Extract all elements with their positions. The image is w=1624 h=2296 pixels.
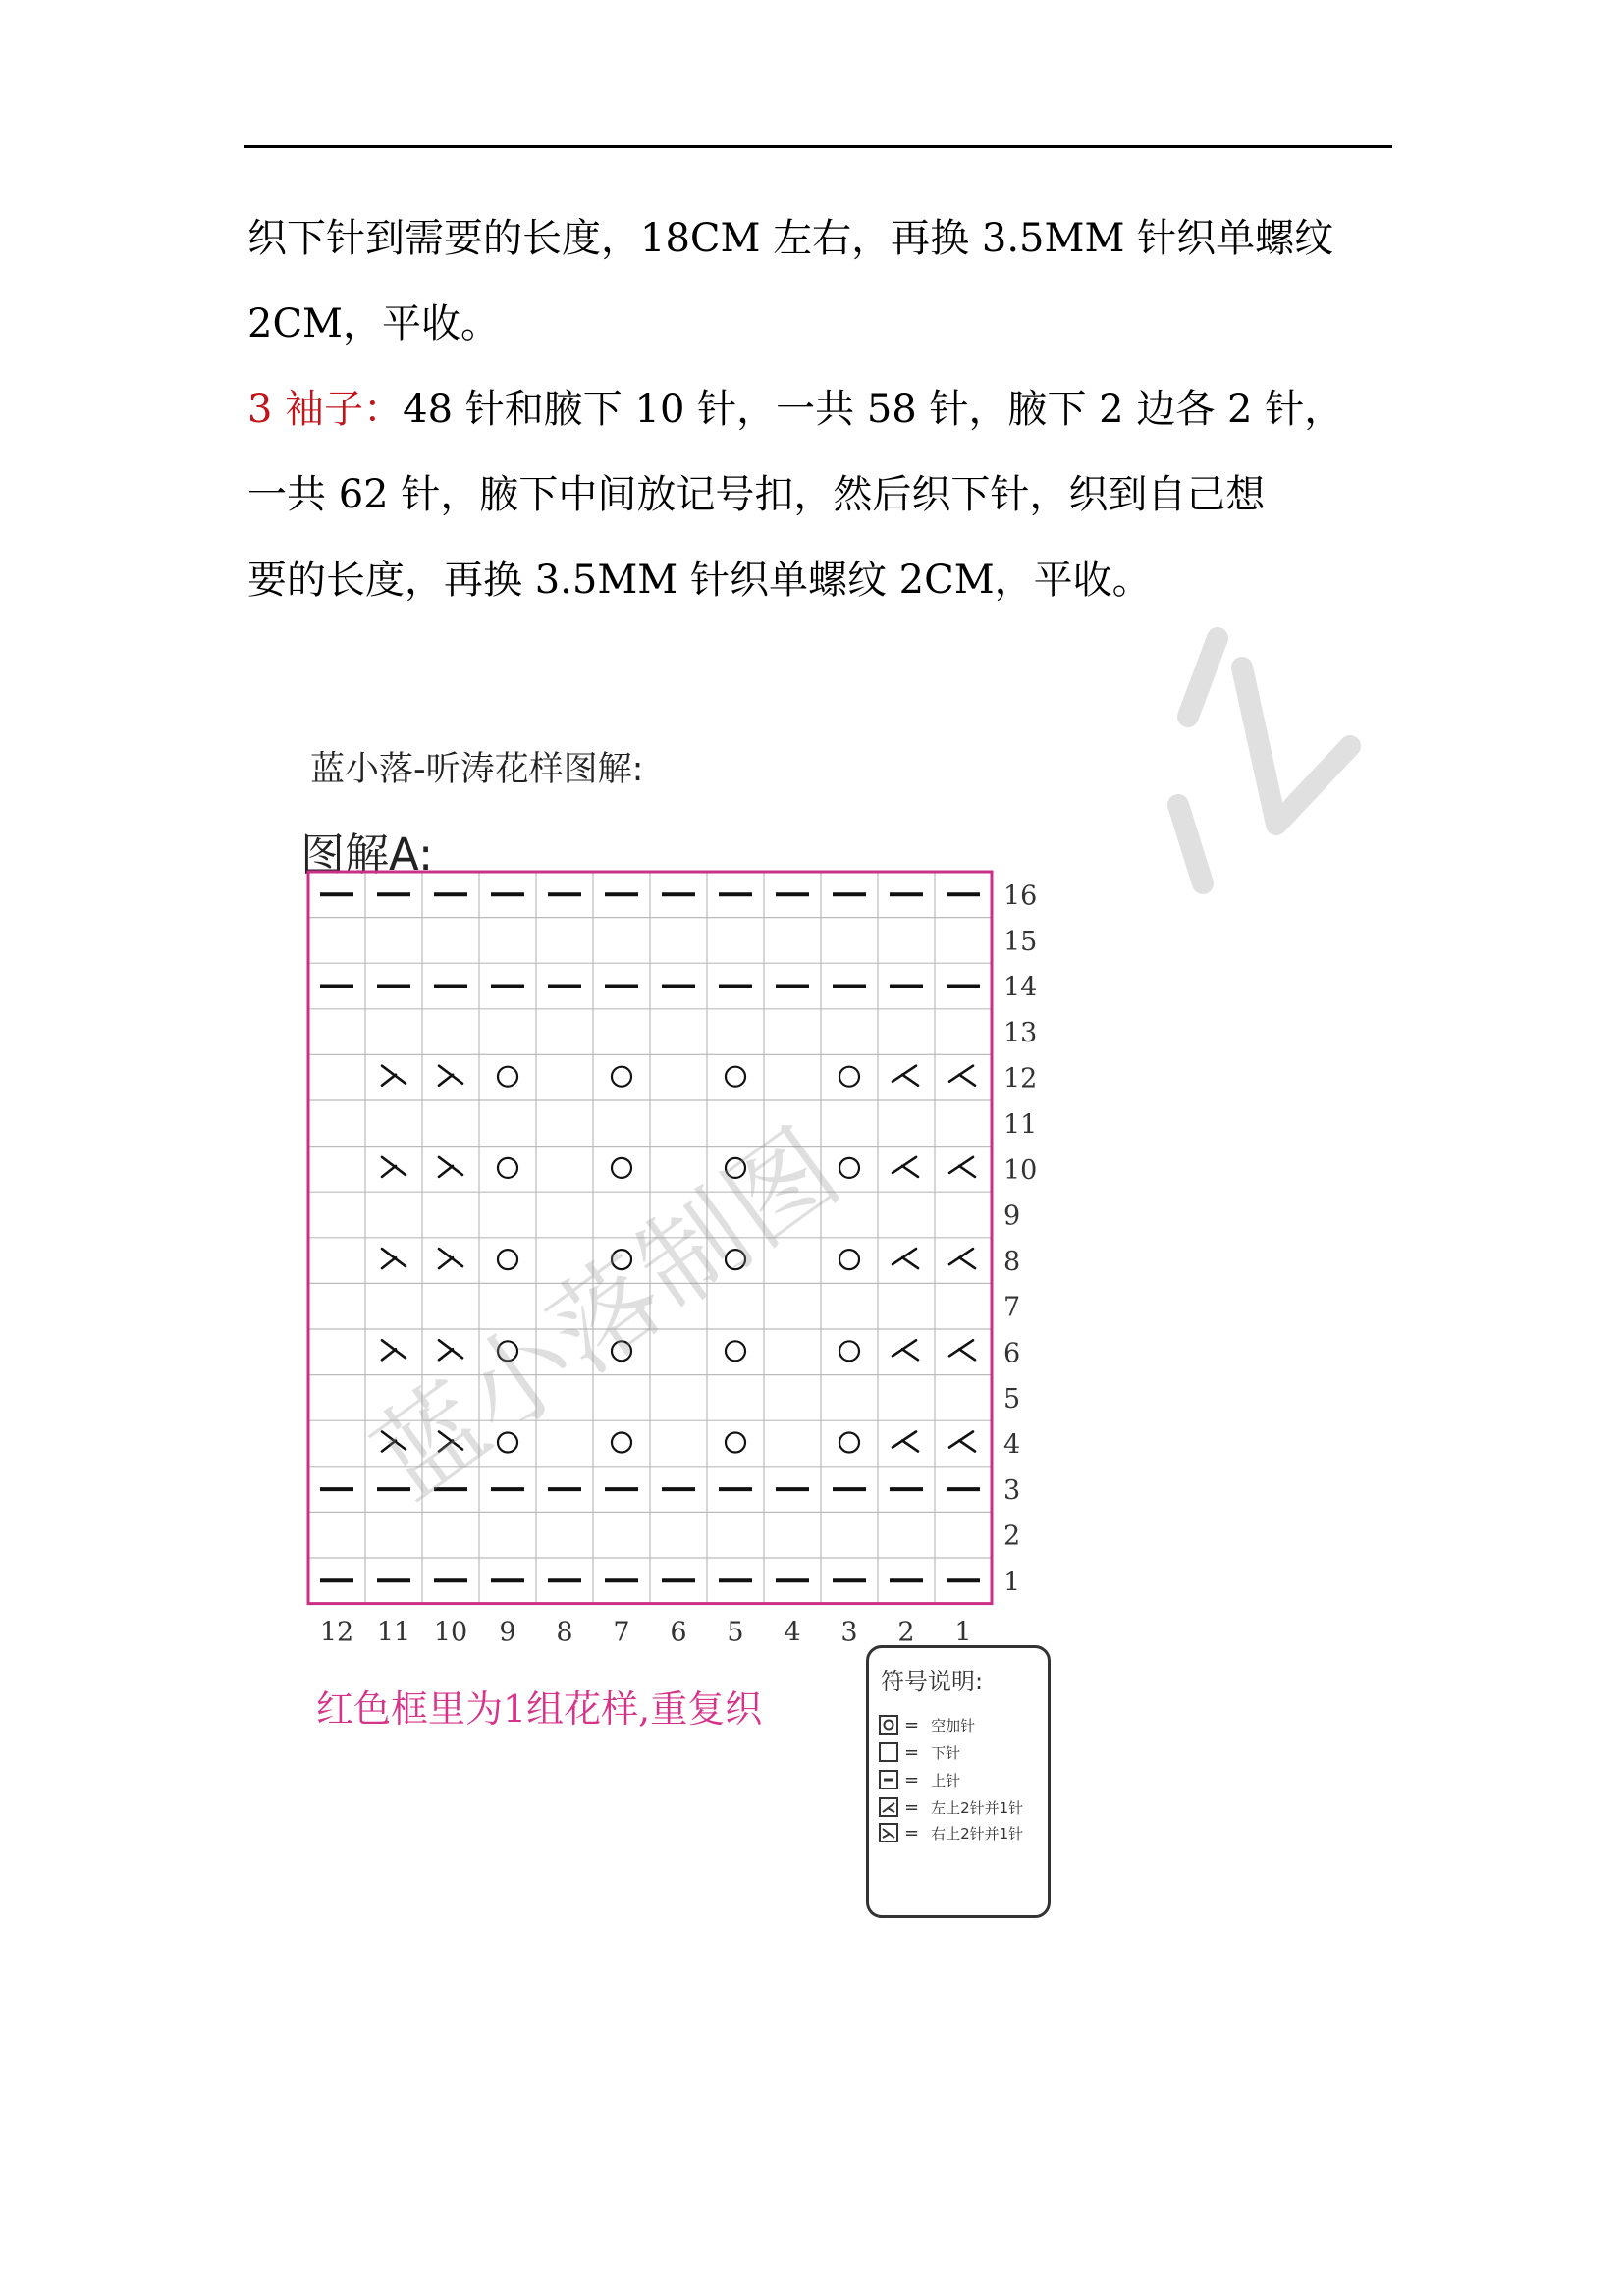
symbol-legend [866,1645,1051,1918]
left-k2tog-stitch [893,1340,918,1360]
column-number-label: 12 [319,1617,354,1648]
left-k2tog-stitch [893,1249,918,1268]
yarn-over-stitch [726,1067,745,1087]
column-number-label: 3 [840,1617,858,1648]
row-number-label: 2 [1003,1521,1021,1552]
legend-label: 左上2针并1针 [931,1798,1024,1817]
row-number-label: 11 [1003,1109,1038,1141]
column-number-label: 7 [613,1617,630,1648]
paragraph-line: 2CM，平收。 [247,301,501,347]
yarn-over-stitch [612,1158,631,1178]
chart-subtitle: 图解A: [300,828,434,881]
row-number-label: 13 [1003,1018,1038,1049]
left-k2tog-stitch [949,1157,975,1177]
paragraph-line: 一共 62 针，腋下中间放记号扣，然后织下针，织到自己想 [247,472,1266,517]
knit-icon [879,1742,898,1762]
paragraph-text: 48 针和腋下 10 针，一共 58 针，腋下 2 边各 2 针， [403,387,1344,432]
column-number-label: 4 [784,1617,801,1648]
right-k2tog-stitch [382,1249,406,1268]
chart-title: 蓝小落-听涛花样图解: [310,750,644,789]
row-number-label: 7 [1003,1292,1021,1323]
column-number-label: 10 [433,1617,468,1648]
row-number-label: 16 [1003,881,1038,912]
left-k2tog-stitch [949,1066,975,1086]
legend-equals: = [904,1796,920,1818]
right-k2tog-stitch [439,1157,462,1177]
sleeve-paragraph [247,367,1396,453]
left-k2tog-stitch [949,1249,975,1268]
legend-label: 上针 [931,1771,961,1789]
purl-icon [879,1770,898,1789]
yarn-over-stitch [839,1158,859,1178]
legend-label: 下针 [931,1743,961,1762]
yarn-over-stitch [726,1341,745,1361]
yarn-over-stitch [839,1250,859,1269]
watermark-text: 蓝小落制图 [352,1105,863,1523]
row-number-label: 5 [1003,1383,1021,1415]
legend-equals: = [904,1741,920,1763]
watermark-logo [1149,609,1365,903]
yarn-over-stitch [612,1433,631,1453]
row-number-label: 4 [1003,1429,1021,1461]
column-number-label: 1 [954,1617,972,1648]
yarn-over-stitch [839,1433,859,1453]
column-number-label: 2 [897,1617,915,1648]
left-k2tog-stitch [949,1432,975,1452]
left-k2tog-stitch [893,1066,918,1086]
left-k2tog-icon [879,1797,898,1817]
right-k2tog-stitch [439,1066,462,1086]
legend-equals: = [904,1714,920,1735]
section-heading: 3 袖子： [247,387,404,432]
yarn-over-icon [879,1715,898,1735]
row-number-label: 9 [1003,1201,1021,1232]
legend-item [879,1821,1023,1844]
yarn-over-stitch [498,1250,517,1269]
left-k2tog-stitch [893,1157,918,1177]
row-number-label: 6 [1003,1338,1021,1369]
row-number-label: 14 [1003,972,1038,1003]
header-rule [244,145,1392,148]
yarn-over-stitch [839,1341,859,1361]
column-number-label: 8 [556,1617,573,1648]
legend-item [879,1768,960,1791]
paragraph-line: 织下针到需要的长度，18CM 左右，再换 3.5MM 针织单螺纹 [247,216,1334,261]
paragraph-line: 要的长度，再换 3.5MM 针织单螺纹 2CM，平收。 [247,558,1152,603]
right-k2tog-stitch [382,1066,406,1086]
repeat-note: 红色框里为1组花样,重复织 [316,1687,763,1731]
right-k2tog-stitch [382,1157,406,1177]
row-number-label: 10 [1003,1154,1038,1186]
row-number-label: 8 [1003,1247,1021,1278]
left-k2tog-stitch [949,1340,975,1360]
yarn-over-stitch [498,1067,517,1087]
right-k2tog-stitch [439,1249,462,1268]
column-number-label: 5 [727,1617,744,1648]
legend-label: 空加针 [931,1716,976,1735]
column-number-label: 11 [376,1617,411,1648]
yarn-over-stitch [612,1067,631,1087]
row-number-label: 3 [1003,1475,1021,1507]
row-number-label: 1 [1003,1567,1021,1598]
yarn-over-stitch [726,1433,745,1453]
column-number-label: 9 [499,1617,516,1648]
row-number-label: 15 [1003,926,1038,957]
yarn-over-stitch [839,1067,859,1087]
legend-title: 符号说明: [881,1668,984,1695]
legend-equals: = [904,1769,920,1790]
right-k2tog-icon [879,1823,898,1842]
legend-label: 右上2针并1针 [931,1824,1024,1842]
column-number-label: 6 [670,1617,687,1648]
legend-item [879,1795,1023,1819]
legend-equals: = [904,1822,920,1843]
row-number-label: 12 [1003,1063,1038,1095]
legend-item [879,1713,975,1736]
yarn-over-stitch [498,1158,517,1178]
legend-item [879,1740,960,1764]
left-k2tog-stitch [893,1432,918,1452]
